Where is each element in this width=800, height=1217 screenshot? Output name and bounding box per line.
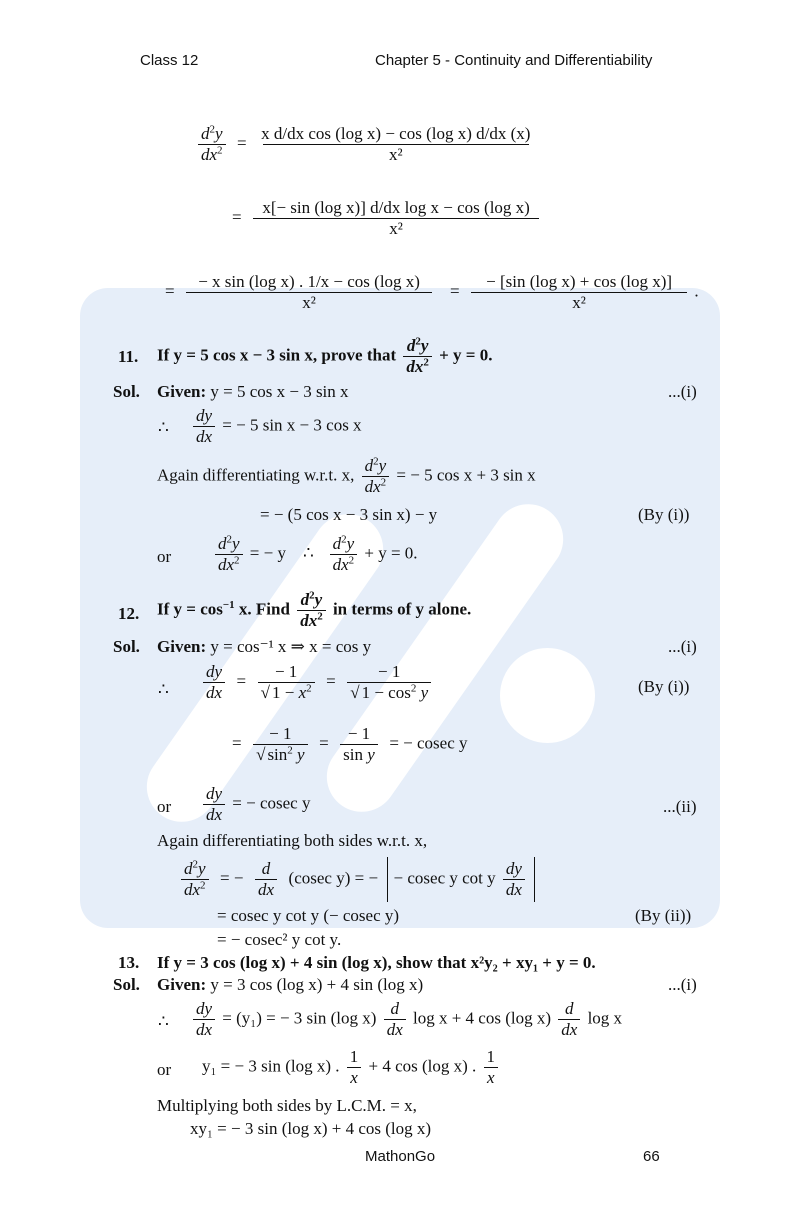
prev-line-3b: = $\frac{\text{− [sin (log x) + cos (log x)]}}{\text{x²}}$ . [450, 272, 699, 312]
q12-step5-ref: (By (ii)) [635, 906, 692, 925]
q13-given: Given: y = 3 cos (log x) + 4 sin (log x) [157, 975, 424, 994]
q13-or: or [157, 1060, 172, 1079]
prev-line1-num: x d/dx cos (log x) − cos (log x) d/dx (x) [261, 124, 531, 143]
prev-line-3a: = $\frac{\text{− x sin (log x) . 1/x − cos (log x)}}{\text{x²}}$ [165, 272, 435, 313]
q12-step3: $\frac{dy}{dx}$ = − cosec y [200, 784, 310, 825]
q12-step1: $\frac{dy}{dx}$ = $\frac{- 1}{√ 1 - x^2}$ = $\frac{- 1}{√ 1 - \cos^2 y}$ [200, 662, 434, 703]
header-chapter: Chapter 5 - Continuity and Differentiability [375, 52, 653, 69]
q11-or: or [157, 547, 172, 566]
prev-line2-num: x[− sin (log x)] d/dx log x − cos (log x) [262, 198, 530, 217]
q12-step5: = cosec y cot y (− cosec y) [217, 906, 400, 925]
q12-ref1: (By (i)) [638, 677, 690, 696]
footer-brand: MathonGo [365, 1148, 436, 1165]
page-number: 66 [643, 1148, 660, 1165]
q11-question: If y = 5 cos x − 3 sin x, prove that $\frac{d^2y}{dx^2}$ + y = 0. [157, 335, 493, 376]
q12-step2: = $\frac{- 1}{√ \sin^2 y}$ = $\frac{- 1}{\text{sin y}}$ = − cosec y [232, 724, 468, 764]
q12-given: Given: y = cos⁻¹ x ⇒ x = cos y [157, 637, 372, 656]
prev-line-2: = $\frac{\text{x[− sin (log x)] d/dx log x − cos (log x)}}{\text{x²}}$ [232, 198, 542, 239]
q12-step3-ref: ...(ii) [663, 797, 697, 816]
q11-number: 11. [118, 347, 139, 366]
q12-step6: = − cosec² y cot y. [217, 930, 342, 949]
q13-given-ref: ...(i) [668, 975, 697, 994]
q11-step3: = − (5 cos x − 3 sin x) − y [260, 505, 438, 524]
q12-question: If $y = \cos^{-1} x$. Find $\frac{d^2y}{dx^2}$ in terms of y alone. [157, 589, 472, 630]
q13-sol-label: Sol. [113, 975, 140, 994]
q12-therefore: ∴ [158, 680, 169, 699]
q12-or: or [157, 797, 172, 816]
q12-sol-label: Sol. [113, 637, 140, 656]
q13-step3-lead: Multiplying both sides by L.C.M. = x, [157, 1096, 417, 1115]
q12-step4: $\frac{d^2y}{dx^2}$ = − $\frac{d}{dx}$ (cosec y) = − − cosec y cot y $\frac{dy}{dx}$ [178, 857, 535, 902]
prev-line3a-num: − x sin (log x) . 1/x − cos (log x) [198, 272, 420, 291]
q11-therefore: ∴ [158, 418, 169, 437]
q11-step3-ref: (By (i)) [638, 505, 690, 524]
q13-step1: $\frac{dy}{dx}$ = (y₁) = − 3 sin (log x) $\frac{d}{dx}$ log x + 4 cos (log x) $\frac{d}{dx}$ log x [190, 999, 622, 1040]
q13-step2: y₁ = − 3 sin (log x) . $\frac{1}{x}$ + 4 cos (log x) . $\frac{1}{x}$ [202, 1047, 501, 1088]
q13-number: 13. [118, 953, 140, 972]
q11-sol-label: Sol. [113, 382, 140, 401]
q12-step4-lead: Again differentiating both sides w.r.t. x, [157, 831, 428, 850]
q11-given-ref: ...(i) [668, 382, 697, 401]
q13-question: If y = 3 cos (log x) + 4 sin (log x), show that x²y₂ + xy₁ + y = 0. [157, 953, 596, 972]
q11-step2: Again differentiating w.r.t. x, $\frac{d^2y}{dx^2}$ = − 5 cos x + 3 sin x [157, 455, 536, 496]
prev-line3b-num: − [sin (log x) + cos (log x)] [486, 272, 673, 291]
prev-line-1: $\frac{d^2y}{dx^2}$ = $\frac{\text{x d/dx cos (log x) − cos (log x) d/dx (x)}}{\text{x²}}$ [195, 124, 536, 165]
q12-number: 12. [118, 604, 140, 623]
q11-step4: $\frac{d^2y}{dx^2}$ = − y ∴ $\frac{d^2y}{dx^2}$ + y = 0. [212, 534, 418, 575]
q13-step3: xy₁ = − 3 sin (log x) + 4 cos (log x) [190, 1119, 432, 1138]
q11-given: Given: y = 5 cos x − 3 sin x [157, 382, 349, 401]
q11-step1: $\frac{dy}{dx}$ = − 5 sin x − 3 cos x [190, 406, 362, 447]
q12-given-ref: ...(i) [668, 637, 697, 656]
header-class: Class 12 [140, 52, 199, 69]
watermark-dot [500, 648, 595, 743]
q13-therefore: ∴ [158, 1012, 169, 1031]
